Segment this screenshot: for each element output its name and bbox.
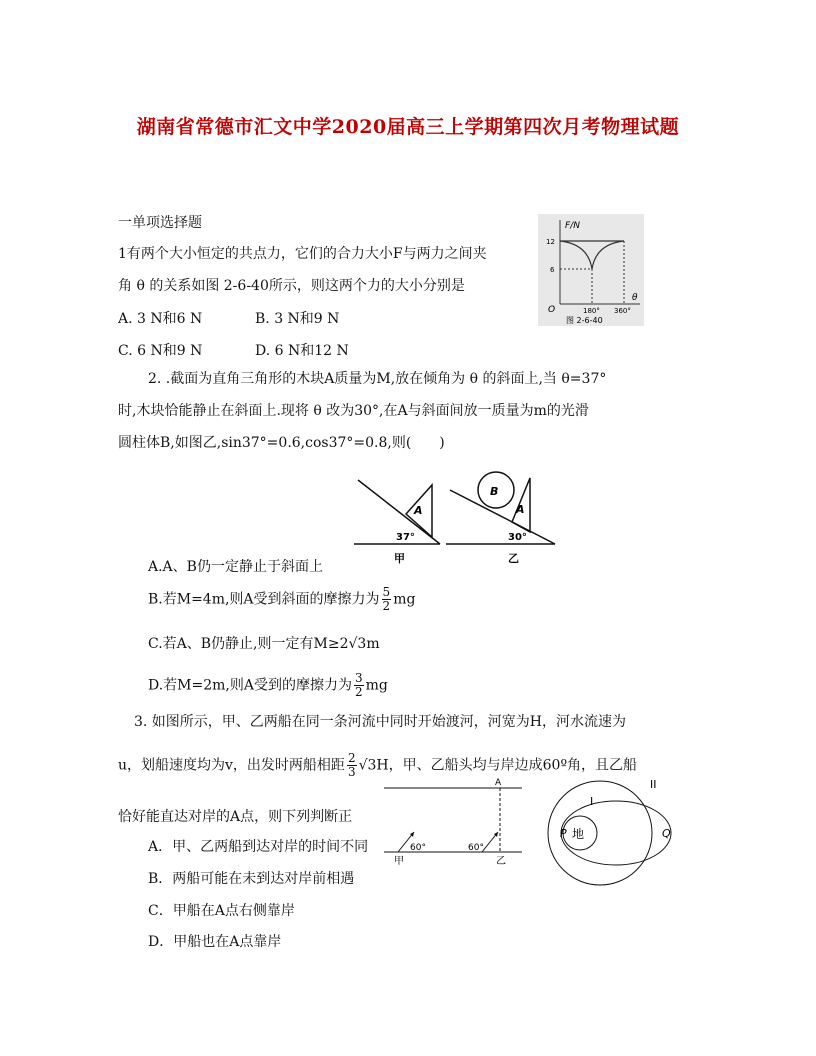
unit: mg [365, 677, 388, 694]
numerator: 3 [354, 671, 363, 685]
fraction [354, 672, 364, 699]
cylinder-label: B [490, 485, 499, 498]
orbit-ii-label: II [650, 778, 657, 791]
right-figure-label: 乙 [508, 552, 519, 565]
earth-label: 地 [572, 827, 585, 841]
numerator: 2 [347, 751, 356, 765]
q3-line1: 3. 如图所示，甲、乙两船在同一条河流中同时开始渡河，河宽为H，河水流速为 [134, 714, 627, 730]
q2-line2: 时,木块恰能静止在斜面上.现将 θ 改为30°,在A与斜面间放一质量为m的光滑 [118, 403, 589, 419]
point-p-label: P [560, 827, 567, 840]
orbit-figure [530, 776, 690, 890]
q2-option-a: A.A、B仍一定静止于斜面上 [148, 559, 323, 575]
graph-x1: 180° [583, 307, 600, 315]
boat-yi-label: 乙 [496, 856, 506, 867]
graph-y1: 12 [546, 238, 555, 246]
q3-line2 [118, 752, 637, 779]
denominator: 2 [382, 599, 391, 613]
q3-line2-tail: ，甲、乙船头均与岸边成60º角，且乙船 [388, 757, 638, 774]
right-angle-label: 30° [508, 532, 527, 543]
graph-y2: 6 [550, 266, 555, 274]
graph-ylabel: F/N [565, 221, 580, 231]
fraction [347, 752, 357, 779]
sqrt-term: √3 [348, 636, 367, 652]
left-block-label: A [414, 504, 423, 517]
q2-option-c [148, 633, 380, 653]
point-q-label: Q [662, 827, 671, 840]
graph-origin: O [548, 305, 556, 315]
river-figure [380, 776, 526, 868]
q2-option-b [148, 586, 415, 613]
right-block-label: A [516, 503, 525, 516]
section-heading: 一单项选择题 [118, 215, 202, 231]
denominator: 2 [354, 685, 363, 699]
q2-option-d-text: D.若M=2m,则A受到的摩擦力为 [148, 677, 352, 694]
q2-option-b-text: B.若M=4m,则A受到斜面的摩擦力为 [148, 591, 380, 608]
q1-line1: 1有两个大小恒定的共点力，它们的合力大小F与两力之间夹 [118, 246, 487, 262]
denominator: 3 [347, 765, 356, 779]
q1-option-c: C. 6 N和9 N [118, 343, 203, 359]
q3-option-b: B．两船可能在未到达对岸前相遇 [148, 871, 355, 887]
q2-option-c-text: C.若A、B仍静止,则一定有M≥2 [148, 636, 349, 652]
q2-option-d [148, 672, 388, 699]
unit: m [366, 636, 380, 652]
graph-caption: 图 2-6-40 [566, 316, 603, 325]
force-angle-graph [538, 214, 644, 326]
graph-x2: 360° [614, 307, 631, 315]
left-figure-label: 甲 [394, 552, 405, 565]
q3-option-a: A．甲、乙两船到达对岸的时间不同 [148, 839, 369, 855]
q2-line3: 圆柱体B,如图乙,sin37°=0.6,cos37°=0.8,则( ) [118, 435, 445, 451]
unit: mg [393, 591, 416, 608]
q2-line1: 2. .截面为直角三角形的木块A质量为M,放在倾角为 θ 的斜面上,当 θ=37° [148, 371, 607, 387]
page-title: 湖南省常德市汇文中学2020届高三上学期第四次月考物理试题 [136, 116, 680, 138]
q3-option-d: D．甲船也在A点靠岸 [148, 934, 282, 950]
q1-option-b: B. 3 N和9 N [255, 311, 340, 327]
numerator: 5 [382, 585, 391, 599]
orbit-i-label: I [590, 795, 594, 808]
angle1-label: 60° [410, 843, 426, 853]
q3-line2-text: u，划船速度均为v，出发时两船相距 [118, 757, 345, 774]
angle2-label: 60° [468, 843, 484, 853]
q3-line3: 恰好能直达对岸的A点，则下列判断正 [118, 809, 353, 825]
incline-figures [350, 468, 560, 572]
point-a-label: A [495, 778, 502, 788]
fraction [382, 586, 392, 613]
q1-option-a: A. 3 N和6 N [118, 311, 203, 327]
q3-option-c: C．甲船在A点右侧靠岸 [148, 903, 295, 919]
graph-xlabel: θ [632, 293, 638, 303]
q1-line2: 角 θ 的关系如图 2-6-40所示，则这两个力的大小分别是 [118, 278, 465, 294]
boat-jia-label: 甲 [394, 856, 404, 867]
q1-option-d: D. 6 N和12 N [255, 343, 349, 359]
sqrt-term: √3H [358, 757, 389, 774]
left-angle-label: 37° [396, 532, 415, 543]
